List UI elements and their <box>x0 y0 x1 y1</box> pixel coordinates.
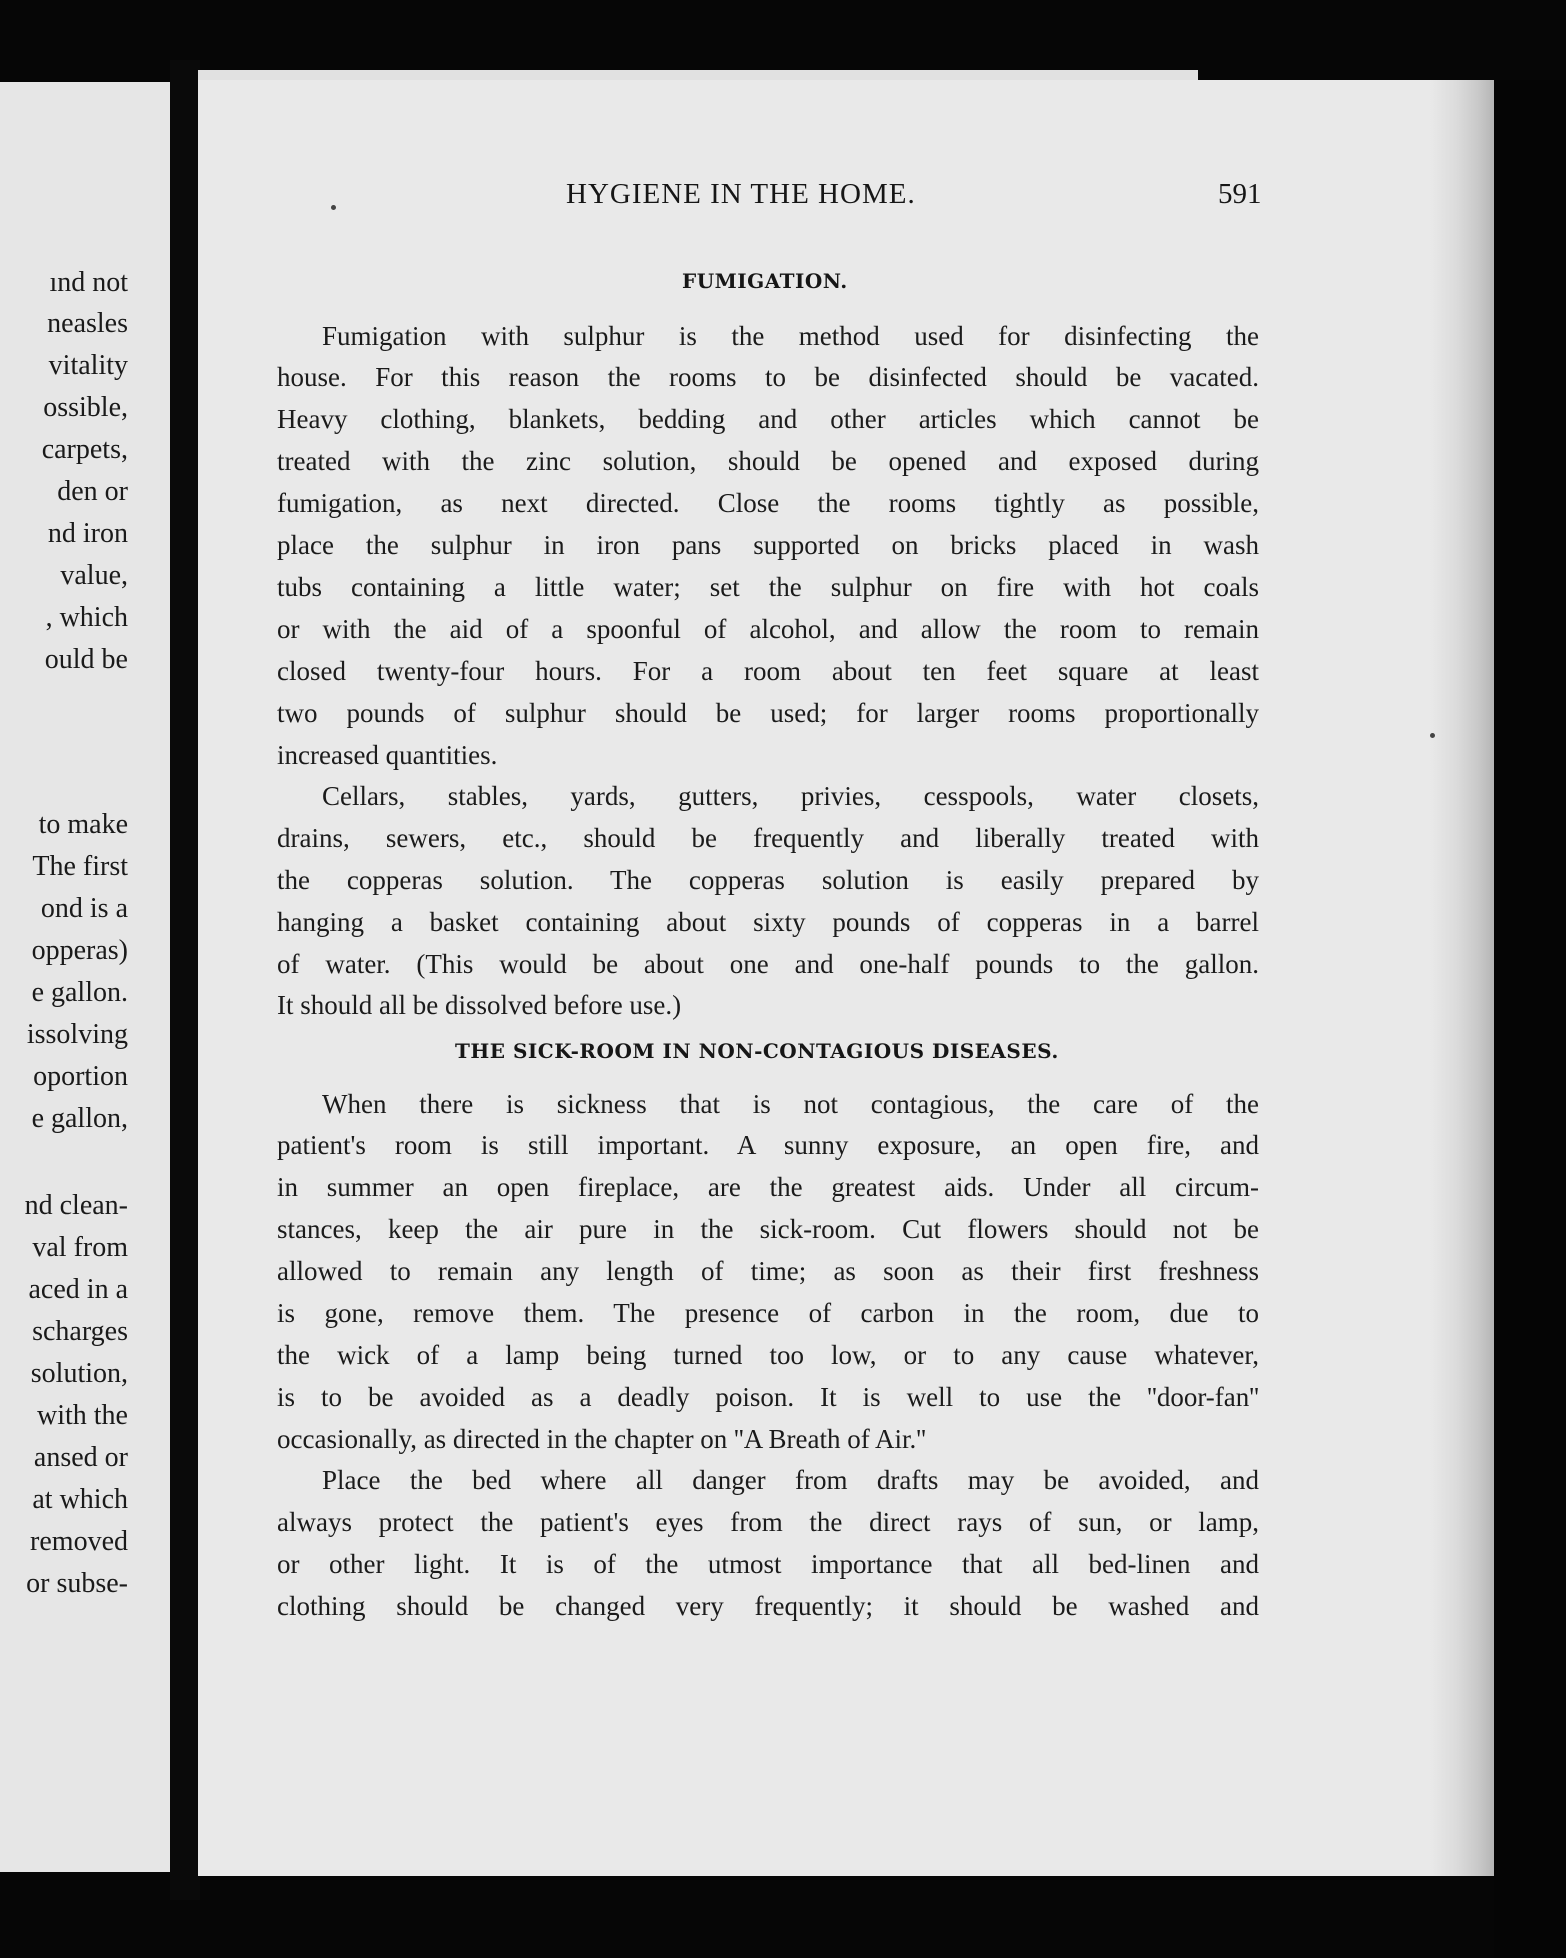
left-page-line: issolving <box>26 1019 128 1050</box>
paragraph-line: stances, keep the air pure in the sick-room. Cut flowers should not be <box>277 1214 1259 1244</box>
left-page-line: carpets, <box>41 434 128 465</box>
paragraph-line: the wick of a lamp being turned too low, or to any cause whatever, <box>277 1340 1259 1370</box>
paragraph-line: drains, sewers, etc., should be frequently and liberally treated with <box>277 823 1259 853</box>
left-page-line: nd iron <box>47 518 128 549</box>
page-top-strip <box>198 70 1198 80</box>
left-page-line: neasles <box>47 308 128 339</box>
paragraph-line: the copperas solution. The copperas solution is easily prepared by <box>277 865 1259 895</box>
left-page-line: or subse- <box>26 1568 128 1599</box>
paragraph-line: When there is sickness that is not contagious, the care of the <box>322 1089 1259 1119</box>
left-page-line: to make <box>38 809 128 840</box>
left-page-line: solution, <box>30 1358 128 1389</box>
left-page-line: The first <box>32 851 128 882</box>
paragraph-line: patient's room is still important. A sunny exposure, an open fire, and <box>277 1130 1259 1160</box>
left-page-line: ınd not <box>49 267 128 298</box>
left-page-line: den or <box>57 476 128 507</box>
left-page-line: ossible, <box>43 392 128 423</box>
left-page-line: vitality <box>48 350 128 381</box>
running-head: HYGIENE IN THE HOME. <box>566 178 916 210</box>
paragraph-line: fumigation, as next directed. Close the rooms tightly as possible, <box>277 488 1259 518</box>
left-page-line: e gallon. <box>31 977 128 1008</box>
left-page-line: scharges <box>32 1316 128 1347</box>
left-page-line: val from <box>32 1232 128 1263</box>
ink-speck <box>331 205 336 210</box>
left-page-line: ond is a <box>40 893 128 924</box>
left-page-line: value, <box>60 560 128 591</box>
paragraph-line: allowed to remain any length of time; as soon as their first freshness <box>277 1256 1259 1286</box>
page-number: 591 <box>1218 178 1262 210</box>
paragraph-line: Place the bed where all danger from drafts may be avoided, and <box>322 1465 1259 1495</box>
book-gutter <box>170 60 200 1900</box>
left-facing-page <box>0 82 170 1872</box>
paragraph-line: occasionally, as directed in the chapter on ''A Breath of Air.'' <box>277 1424 927 1454</box>
paragraph-line: Heavy clothing, blankets, bedding and other articles which cannot be <box>277 404 1259 434</box>
left-page-line: removed <box>30 1526 128 1557</box>
left-page-line: oportion <box>33 1061 128 1092</box>
paragraph-line: always protect the patient's eyes from the direct rays of sun, or lamp, <box>277 1507 1259 1537</box>
paragraph-line: It should all be dissolved before use.) <box>277 990 682 1020</box>
left-page-line: nd clean- <box>24 1190 128 1221</box>
left-page-line: ansed or <box>33 1442 128 1473</box>
paragraph-line: or with the aid of a spoonful of alcohol, and allow the room to remain <box>277 614 1259 644</box>
section-heading-sick-room: THE SICK-ROOM IN NON-CONTAGIOUS DISEASES. <box>455 1039 1059 1063</box>
left-page-line: aced in a <box>28 1274 128 1305</box>
paragraph-line: clothing should be changed very frequently; it should be washed and <box>277 1591 1259 1621</box>
paragraph-line: or other light. It is of the utmost importance that all bed-linen and <box>277 1549 1259 1579</box>
paragraph-line: in summer an open fireplace, are the greatest aids. Under all circum- <box>277 1172 1259 1202</box>
paragraph-line: treated with the zinc solution, should be opened and exposed during <box>277 446 1259 476</box>
left-page-line: with the <box>37 1400 128 1431</box>
paragraph-line: house. For this reason the rooms to be disinfected should be vacated. <box>277 362 1259 392</box>
left-page-line: ould be <box>44 644 128 675</box>
left-page-line: e gallon, <box>31 1103 128 1134</box>
left-page-line: , which <box>45 602 128 633</box>
left-page-line: at which <box>32 1484 128 1515</box>
paragraph-line: increased quantities. <box>277 740 498 770</box>
paragraph-line: place the sulphur in iron pans supported on bricks placed in wash <box>277 530 1259 560</box>
paragraph-line: closed twenty-four hours. For a room about ten feet square at least <box>277 656 1259 686</box>
paragraph-line: Fumigation with sulphur is the method used for disinfecting the <box>322 321 1259 351</box>
ink-speck <box>1430 733 1435 738</box>
paragraph-line: is gone, remove them. The presence of carbon in the room, due to <box>277 1298 1259 1328</box>
paragraph-line: two pounds of sulphur should be used; for larger rooms proportionally <box>277 698 1259 728</box>
paragraph-line: of water. (This would be about one and one-half pounds to the gallon. <box>277 949 1259 979</box>
paragraph-line: is to be avoided as a deadly poison. It is well to use the ''door-fan'' <box>277 1382 1259 1412</box>
page-edge-shading <box>1430 80 1494 1876</box>
right-background <box>1494 80 1566 1958</box>
paragraph-line: Cellars, stables, yards, gutters, privies, cesspools, water closets, <box>322 781 1259 811</box>
paragraph-line: tubs containing a little water; set the sulphur on fire with hot coals <box>277 572 1259 602</box>
left-page-line: opperas) <box>31 935 128 966</box>
section-heading-fumigation: FUMIGATION. <box>682 269 848 293</box>
paragraph-line: hanging a basket containing about sixty pounds of copperas in a barrel <box>277 907 1259 937</box>
